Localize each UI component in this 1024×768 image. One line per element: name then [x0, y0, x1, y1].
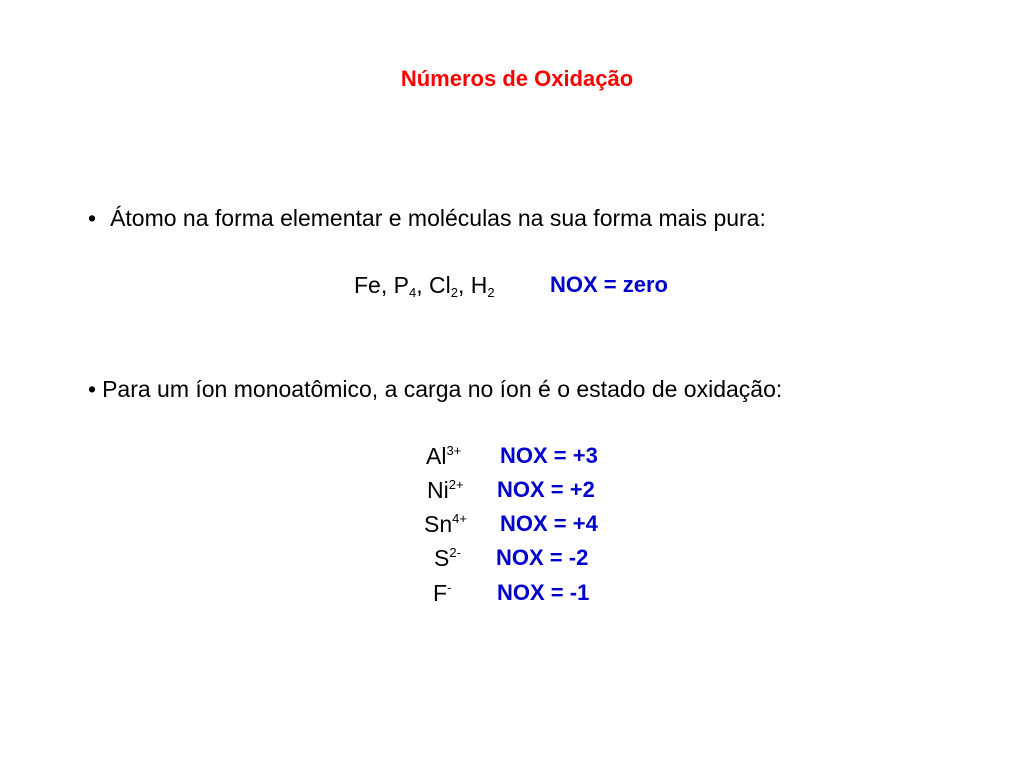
formula-fe-p: Fe, P — [354, 272, 409, 298]
ion-charge: - — [447, 580, 452, 595]
ion-charge: 4+ — [452, 511, 467, 526]
ion-symbol: $Al^{3+}$ — [426, 443, 462, 469]
ion-nox: NOX = -2 — [496, 545, 589, 570]
bullet-text: Para um íon monoatômico, a carga no íon é o estado de oxidação: — [102, 376, 783, 402]
ion-nox: NOX = +4 — [500, 511, 598, 536]
ion-charge: 3+ — [446, 443, 462, 458]
ion-nox: NOX = +2 — [497, 477, 595, 502]
h-subscript: 2 — [487, 285, 495, 300]
ion-symbol: $Sn^{4+}$ — [424, 511, 467, 537]
ion-symbol: $S^{2-}$ — [434, 545, 461, 571]
ion-nox: NOX = +3 — [500, 443, 598, 468]
cl-subscript: 2 — [450, 285, 458, 300]
ion-nox: NOX = -1 — [497, 580, 590, 605]
ion-charge: 2- — [449, 545, 461, 560]
ion-charge: 2+ — [448, 477, 464, 492]
nox-zero-label: NOX = zero — [550, 272, 668, 297]
bullet-text: Átomo na forma elementar e moléculas na sua forma mais pura: — [110, 205, 766, 231]
formula-cl: , Cl — [416, 272, 451, 298]
slide-title: Números de Oxidação — [400, 66, 634, 91]
p-subscript: 4 — [408, 285, 417, 300]
bullet-marker: • — [88, 205, 97, 231]
formula-h: , H — [457, 272, 488, 298]
ion-symbol: F- — [433, 580, 452, 606]
ion-symbol: $Ni^{2+}$ — [427, 477, 464, 503]
bullet-marker: • — [88, 376, 97, 402]
